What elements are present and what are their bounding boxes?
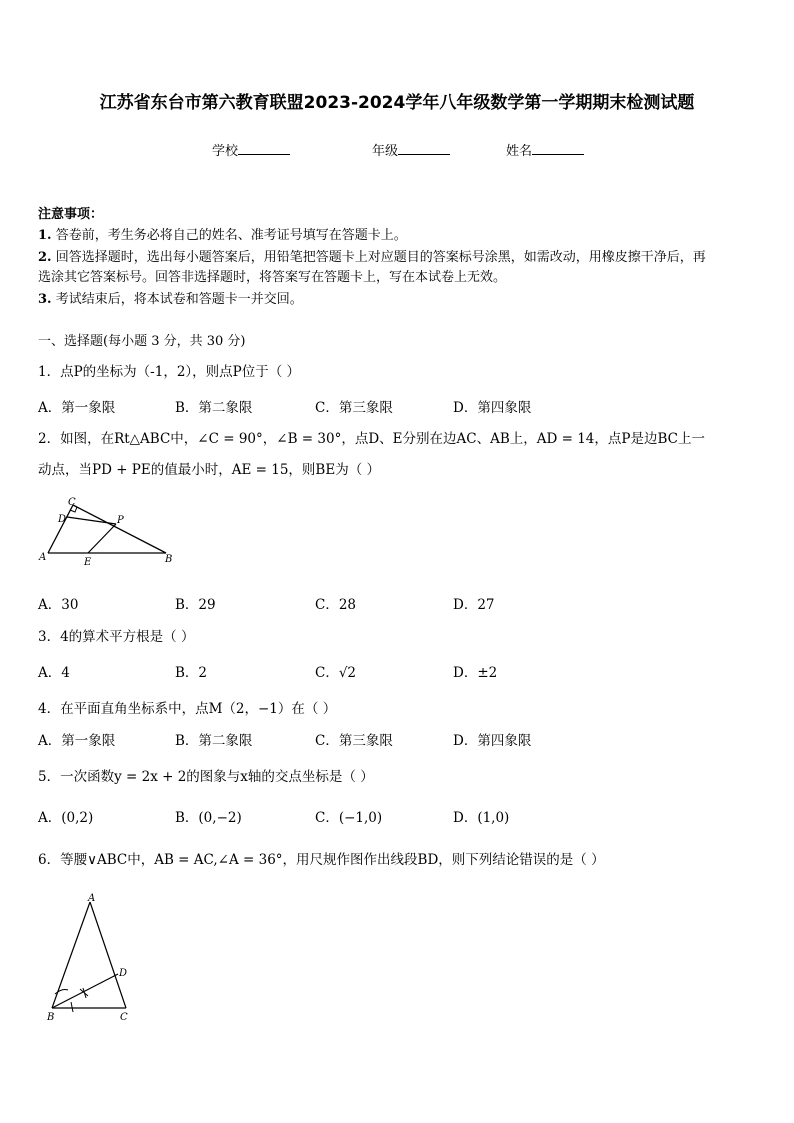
note-item-2-cont	[38, 266, 506, 285]
name-field	[506, 140, 584, 159]
label-d: D	[58, 514, 67, 525]
q5-option-b: B．(0,−2)	[175, 810, 242, 826]
q4-option-b: B．第二象限	[175, 733, 253, 749]
q3-option-b: B．2	[175, 665, 208, 681]
q5-option-d: D．(1,0)	[453, 810, 510, 826]
q4-option-c: C．第三象限	[315, 733, 393, 749]
note-item-1	[38, 224, 407, 243]
q3-option-a: A．4	[38, 665, 70, 681]
note-num: 2.	[38, 250, 52, 265]
q2-option-b: B．29	[175, 597, 216, 613]
question-2-stem-line2: 动点，当PD + PE的值最小时，AE = 15，则BE为（ ）	[38, 462, 380, 478]
note-text: 考试结束后，将本试卷和答题卡一并交回。	[55, 292, 303, 307]
q1-option-d: D．第四象限	[453, 400, 532, 416]
label-p: P	[117, 515, 124, 526]
q5-option-a: A．(0,2)	[38, 810, 94, 826]
q4-option-d: D．第四象限	[453, 733, 532, 749]
q3-option-d: D．±2	[453, 665, 498, 681]
q2-option-a: A．30	[38, 597, 79, 613]
label-b: B	[165, 554, 173, 565]
q4-option-a: A．第一象限	[38, 733, 116, 749]
label-a: A	[88, 893, 96, 904]
question-3-stem: 3．4的算术平方根是（ ）	[38, 629, 195, 645]
q1-option-c: C．第三象限	[315, 400, 393, 416]
q2-triangle-figure	[36, 492, 176, 568]
question-4-stem: 4．在平面直角坐标系中，点M（2，−1）在（ ）	[38, 701, 337, 717]
label-d: D	[119, 968, 128, 979]
q2-option-d: D．27	[453, 597, 495, 613]
question-5-stem: 5．一次函数y = 2x + 2的图象与x轴的交点坐标是（ ）	[38, 769, 374, 785]
name-label: 姓名	[506, 144, 533, 159]
question-2-stem-line1: 2．如图，在Rt△ABC中，∠C = 90°，∠B = 30°，点D、E分别在边AC、AB上，AD = 14，点P是边BC上一	[38, 431, 705, 447]
grade-blank	[398, 142, 450, 155]
label-c: C	[68, 497, 76, 508]
label-a: A	[39, 552, 47, 563]
q5-option-c: C．(−1,0)	[315, 810, 383, 826]
q1-option-b: B．第二象限	[175, 400, 253, 416]
question-6-stem: 6．等腰∨ABC中，AB = AC,∠A = 36°，用尺规作图作出线段BD，则下列结论错误的是（ ）	[38, 852, 605, 868]
page-title: 江苏省东台市第六教育联盟2023-2024学年八年级数学第一学期期末检测试题	[99, 93, 695, 113]
note-num: 1.	[38, 228, 52, 243]
note-text: 选涂其它答案标号。回答非选择题时，将答案写在答题卡上，写在本试卷上无效。	[38, 270, 507, 285]
q6-triangle-figure	[40, 890, 140, 1025]
note-num: 3.	[38, 292, 52, 307]
label-b: B	[47, 1012, 55, 1023]
q2-option-c: C．28	[315, 597, 357, 613]
note-item-3	[38, 288, 303, 307]
q3-option-c: C．√2	[315, 665, 357, 681]
school-blank	[238, 142, 290, 155]
label-e: E	[84, 557, 92, 568]
q1-option-a: A．第一象限	[38, 400, 116, 416]
notes-heading: 注意事项：	[38, 207, 104, 222]
school-field	[212, 140, 290, 159]
label-c: C	[120, 1012, 128, 1023]
section-title: 一、选择题(每小题 3 分，共 30 分)	[38, 334, 246, 349]
school-label: 学校	[212, 144, 239, 159]
note-item-2	[38, 246, 706, 265]
note-text: 回答选择题时，选出每小题答案后，用铅笔把答题卡上对应题目的答案标号涂黑，如需改动，用橡皮擦干净后，再	[55, 250, 706, 265]
grade-label: 年级	[372, 144, 399, 159]
grade-field	[372, 140, 450, 159]
note-text: 答卷前，考生务必将自己的姓名、准考证号填写在答题卡上。	[55, 228, 407, 243]
question-1-stem: 1．点P的坐标为（-1，2），则点P位于（ ）	[38, 364, 301, 380]
name-blank	[532, 142, 584, 155]
